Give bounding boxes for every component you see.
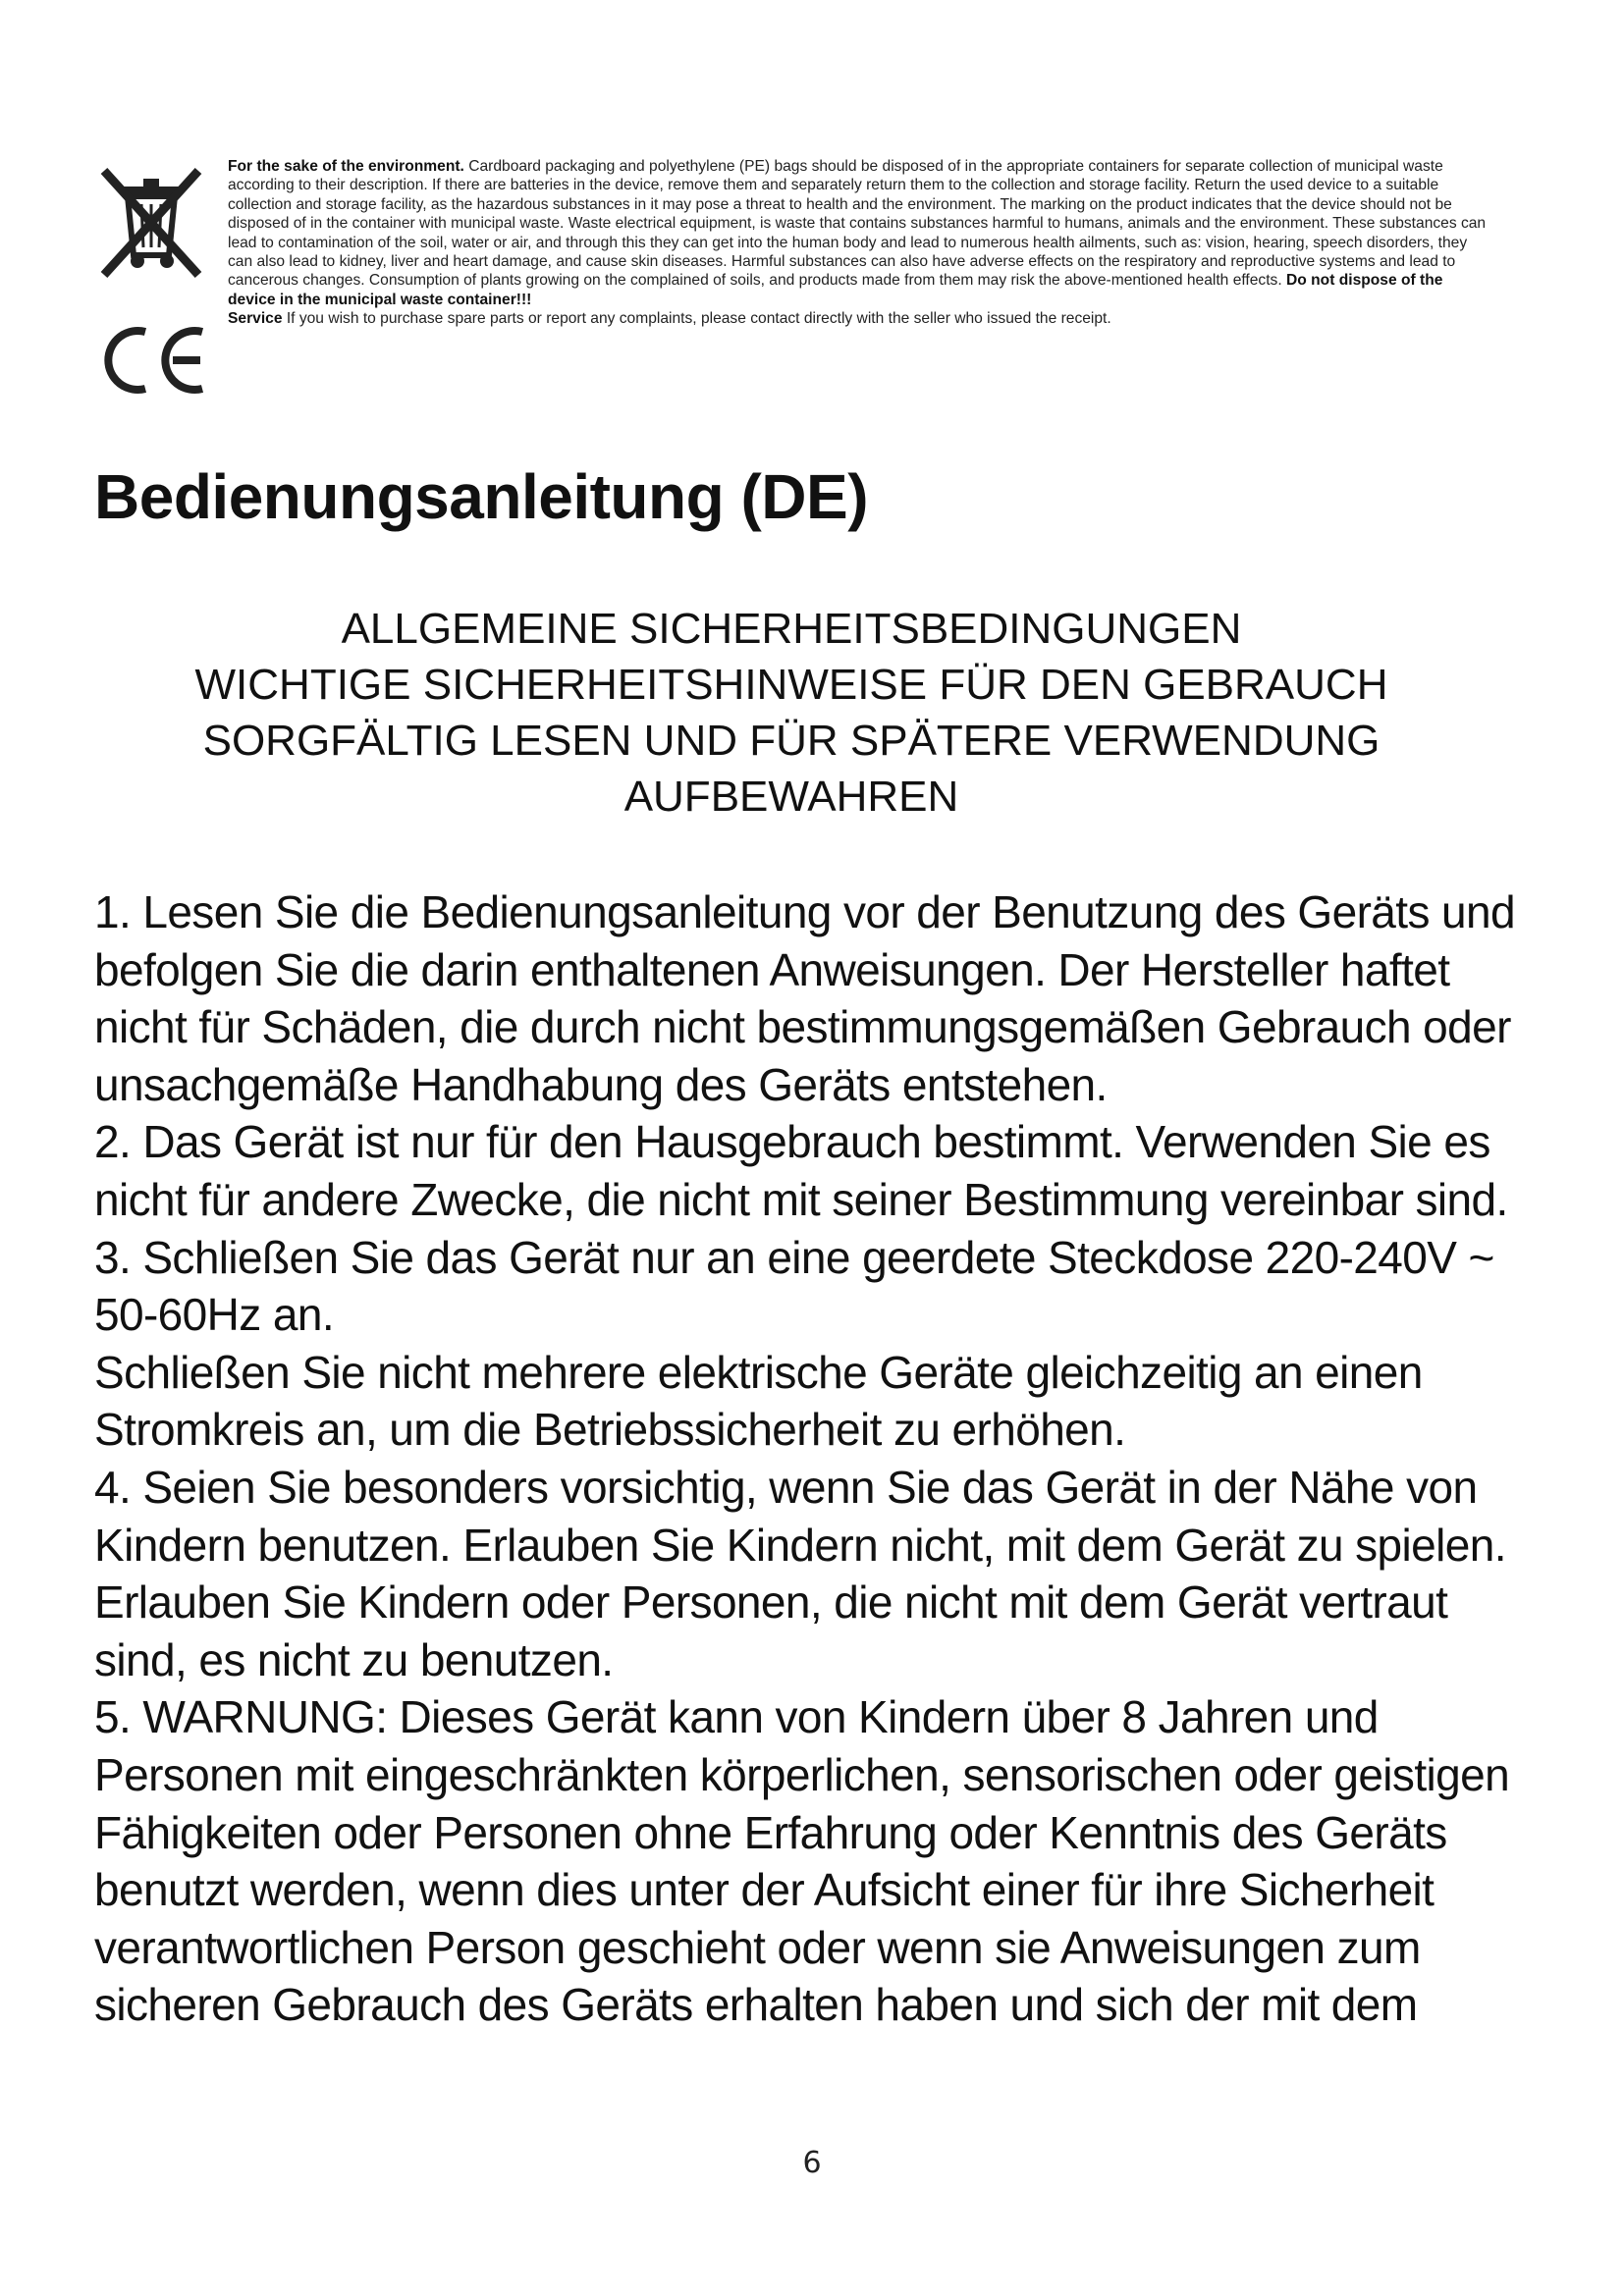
- environment-paragraph: [228, 157, 1489, 309]
- environment-body: Cardboard packaging and polyethylene (PE) bags should be disposed of in the appropriate containers for separate collection of municipal waste according to their description. If there are batteries in the device, remove them and separately return them to the collection and storage facility. Return the used device to a suitable collection and storage facility, as the hazardous substances in it may pose a threat to health and the environment. The marking on the product indicates that the device should not be disposed of in the container with municipal waste. Waste electrical equipment, is waste that contains substances harmful to humans, animals and the environment. These substances can lead to contamination of the soil, water or air, and through this they can get into the human body and lead to numerous health ailments, such as: vision, hearing, speech disorders, they can also lead to kidney, liver and heart damage, and cause skin diseases. Harmful substances can also have adverse effects on the respiratory and reproductive systems and lead to cancerous changes. Consumption of plants growing on the complained of soils, and products made from them may risk the above-mentioned health effects.: [228, 158, 1487, 290]
- page-number: 6: [802, 2146, 822, 2180]
- environment-notice-text: [228, 157, 1489, 329]
- crossed-out-wheelie-bin-icon: [94, 157, 212, 285]
- ce-mark-icon: [94, 326, 207, 395]
- instruction-item: 1. Lesen Sie die Bedienungsanleitung vor der Benutzung des Geräts und befolgen Sie die darin enthaltenen Anweisungen. Der Hersteller haftet nicht für Schäden, die durch nicht bestimmungsgemäßen Gebrauch oder unsachgemäße Handhabung des Geräts entstehen.: [94, 886, 1515, 1110]
- instruction-item: 3. Schließen Sie das Gerät nur an eine geerdete Steckdose 220-240V ~ 50-60Hz an.: [94, 1231, 1494, 1341]
- environment-notice: [94, 157, 1489, 414]
- dispose-warning: Do not dispose of the device in the municipal waste container!!!: [228, 272, 1443, 308]
- service-heading: Service: [228, 310, 283, 328]
- service-body: If you wish to purchase spare parts or report any complaints, please contact directly with the seller who issued the receipt.: [286, 310, 1111, 328]
- safety-heading-line: ALLGEMEINE SICHERHEITSBEDINGUNGEN: [341, 605, 1242, 653]
- safety-heading-line: AUFBEWAHREN: [623, 773, 959, 821]
- page-title: Bedienungsanleitung (DE): [94, 461, 868, 532]
- instruction-item: 5. WARNUNG: Dieses Gerät kann von Kindern über 8 Jahren und Personen mit eingeschränkten körperlichen, sensorischen oder geistigen Fähigkeiten oder Personen ohne Erfahrung oder Kenntnis des Geräts benutzt werden, wenn dies unter der Aufsicht einer für ihre Sicherheit verantwortlichen Person geschieht oder wenn sie Anweisungen zum sicheren Gebrauch des Geräts erhalten haben und sich der mit dem: [94, 1691, 1510, 2031]
- instruction-item: 2. Das Gerät ist nur für den Hausgebrauch bestimmt. Verwenden Sie es nicht für andere Zwecke, die nicht mit seiner Bestimmung vereinbar sind.: [94, 1116, 1508, 1225]
- environment-heading: For the sake of the environment.: [228, 158, 464, 175]
- safety-heading: [94, 601, 1489, 825]
- safety-heading-line: WICHTIGE SICHERHEITSHINWEISE FÜR DEN GEBRAUCH: [194, 661, 1388, 709]
- instruction-item: Schließen Sie nicht mehrere elektrische Geräte gleichzeitig an einen Stromkreis an, um die Betriebssicherheit zu erhöhen.: [94, 1346, 1423, 1456]
- instruction-item: 4. Seien Sie besonders vorsichtig, wenn Sie das Gerät in der Nähe von Kindern benutzen. Erlauben Sie Kindern nicht, mit dem Gerät zu spielen. Erlauben Sie Kindern oder Personen, die nicht mit dem Gerät vertraut sind, es nicht zu benutzen.: [94, 1461, 1506, 1685]
- service-paragraph: [228, 309, 1489, 328]
- safety-heading-line: SORGFÄLTIG LESEN UND FÜR SPÄTERE VERWENDUNG: [202, 717, 1380, 765]
- instruction-list: [94, 883, 1528, 2034]
